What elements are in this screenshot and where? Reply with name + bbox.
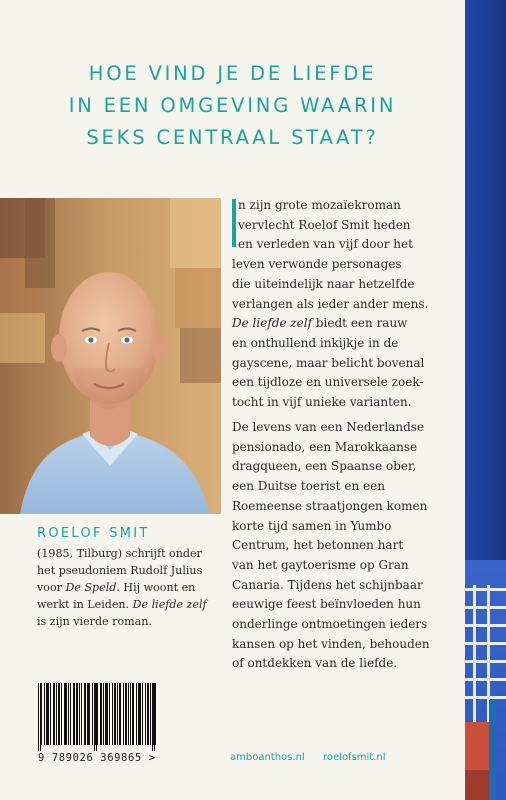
barcode-bar [38,683,39,751]
red-building-block [465,770,491,800]
blurb-line: verlangen als ieder ander mens. [232,296,429,311]
barcode-bar [77,683,78,745]
blurb-line: tocht in vijf unieke varianten. [232,395,412,410]
barcode-bar [154,683,155,751]
barcode-bar [152,683,153,751]
barcode-bar [126,683,127,745]
red-building-block [465,722,491,770]
headline-line: SEKS CENTRAAL STAAT? [86,126,379,149]
blurb-line: die uiteindelijk naar hetzelfde [232,276,415,291]
barcode-bar [70,683,71,745]
spine-photo-strip [465,0,506,800]
blurb-line: vervlecht Roelof Smit heden [238,217,411,232]
blurb-text: biedt een rauw [312,316,408,331]
blurb-line: van het gaytoerisme op Gran [232,557,409,572]
barcode-bar [79,683,80,745]
barcode-bar [109,683,110,745]
barcode-bar [54,683,55,745]
author-photo [0,198,221,514]
bio-line [37,579,222,596]
barcode-bar [47,683,48,745]
barcode-bar [148,683,149,745]
barcode-bar [64,683,65,745]
barcode-bar [66,683,67,745]
isbn-barcode [38,683,156,751]
barcode-bar [114,683,115,745]
author-bio [37,545,222,630]
barcode-bar [95,683,96,745]
blurb-line [232,314,460,334]
bio-text: werkt in Leiden. [37,598,133,611]
barcode-bar [105,683,106,745]
barcode-bar [97,683,98,745]
barcode-bar [88,683,89,745]
barcode-bar [65,683,66,745]
barcode-bar [100,683,101,745]
barcode-bar [120,683,121,745]
barcode-bar [76,683,77,745]
book-title: De liefde zelf [132,598,207,611]
barcode-bar [115,683,116,745]
barcode-bar [132,683,133,745]
blurb-paragraph-2 [232,418,460,674]
barcode-bar [89,683,90,745]
barcode-bar [56,683,57,745]
barcode-bar [41,683,42,745]
barcode-bar [50,683,51,745]
barcode-bar [139,683,140,745]
bio-line: (1985, Tilburg) schrijft onder [37,547,202,560]
barcode-bar [74,683,75,745]
bio-line: het pseudoniem Rudolf Julius [37,564,203,577]
bio-line: is zijn vierde roman. [37,615,152,628]
blurb-line: leven verwonde personages [232,257,402,272]
blurb-line: kansen op het vinden, behouden [232,636,430,651]
blurb-line: Roemeense straatjongen komen [232,498,428,513]
barcode-bar [123,683,124,745]
barcode-bar [53,683,54,745]
barcode-bar [125,683,126,745]
barcode-bar [145,683,146,745]
blurb-line: dragqueen, een Spaanse ober, [232,459,417,474]
isbn-digits: 9 789026 369865 > [38,752,156,764]
barcode-bar [106,683,107,745]
blurb-line: korte tijd samen in Yumbo [232,518,392,533]
blurb-line: pensionado, een Marokkaanse [232,439,418,454]
railing-bar [465,678,506,681]
barcode-bar [96,683,97,751]
barcode-bar [130,683,131,745]
railing-bar [465,624,506,627]
publisher-link[interactable]: amboanthos.nl [230,752,305,763]
headline-line: IN EEN OMGEVING WAARIN [68,94,397,117]
barcode-bar [46,683,47,745]
barcode-bar [48,683,49,745]
author-portrait [0,198,221,514]
author-website-link[interactable]: roelofsmit.nl [323,752,386,763]
bio-text: . Hij woont en [116,581,196,594]
blurb-line: Centrum, het betonnen hart [232,538,404,553]
barcode-bar [61,683,62,745]
blue-pole [489,700,496,800]
barcode-bar [147,683,148,745]
railing-bar [465,696,506,699]
barcode-bar [85,683,86,745]
barcode-bar [133,683,134,745]
barcode-bar [92,683,93,745]
blurb-line: onderlinge ontmoetingen ieders [232,617,428,632]
barcode-bar [58,683,59,745]
barcode-bar [68,683,69,745]
barcode-bar [103,683,104,745]
author-name: ROELOF SMIT [37,526,150,541]
barcode-bar [101,683,102,745]
barcode-bar [142,683,143,745]
headline-line: HOE VIND JE DE LIEFDE [88,62,377,85]
bio-line [37,596,222,613]
barcode-bar [138,683,139,745]
blurb-line: gayscene, maar belicht bovenal [232,355,425,370]
blurb-paragraph-1 [232,196,460,413]
barcode-bar [150,683,151,745]
barcode-bar [136,683,137,745]
barcode-bar [117,683,118,745]
barcode-bar [81,683,82,745]
barcode-bar [84,683,85,745]
railing-bar [465,588,506,591]
barcode-bar [59,683,60,745]
bio-text: voor [37,581,66,594]
barcode-bar [44,683,45,745]
book-title: De liefde zelf [232,316,313,331]
barcode-bar [73,683,74,745]
blurb-line: een tijdloze en universele zoek- [232,375,424,390]
barcode-bar [153,683,154,745]
publication-title: De Speld [65,581,117,594]
barcode-bar [107,683,108,745]
headline [0,58,465,154]
barcode-bar [128,683,129,745]
blurb-line: eeuwige feest beïnvloeden hun [232,597,421,612]
railing-bar [465,642,506,645]
blurb-line: een Duitse toerist en een [232,479,385,494]
blurb-line: en verleden van vijf door het [238,237,413,252]
barcode-bar [94,683,95,751]
blurb-line: of ontdekken van de liefde. [232,656,398,671]
blurb-line: en onthullend inkijkje in de [232,335,399,350]
barcode-bar [140,683,141,745]
railing-bar [465,660,506,663]
blurb-line: De levens van een Nederlandse [232,420,425,434]
blurb-line: Canaria. Tijdens het schijnbaar [232,577,423,592]
barcode-bar [40,683,41,751]
barcode-bar [87,683,88,745]
barcode-bar [119,683,120,745]
blurb-line: n zijn grote mozaïekroman [238,198,401,212]
barcode-bar [155,683,156,745]
barcode-bar [112,683,113,745]
railing-bar [465,606,506,609]
